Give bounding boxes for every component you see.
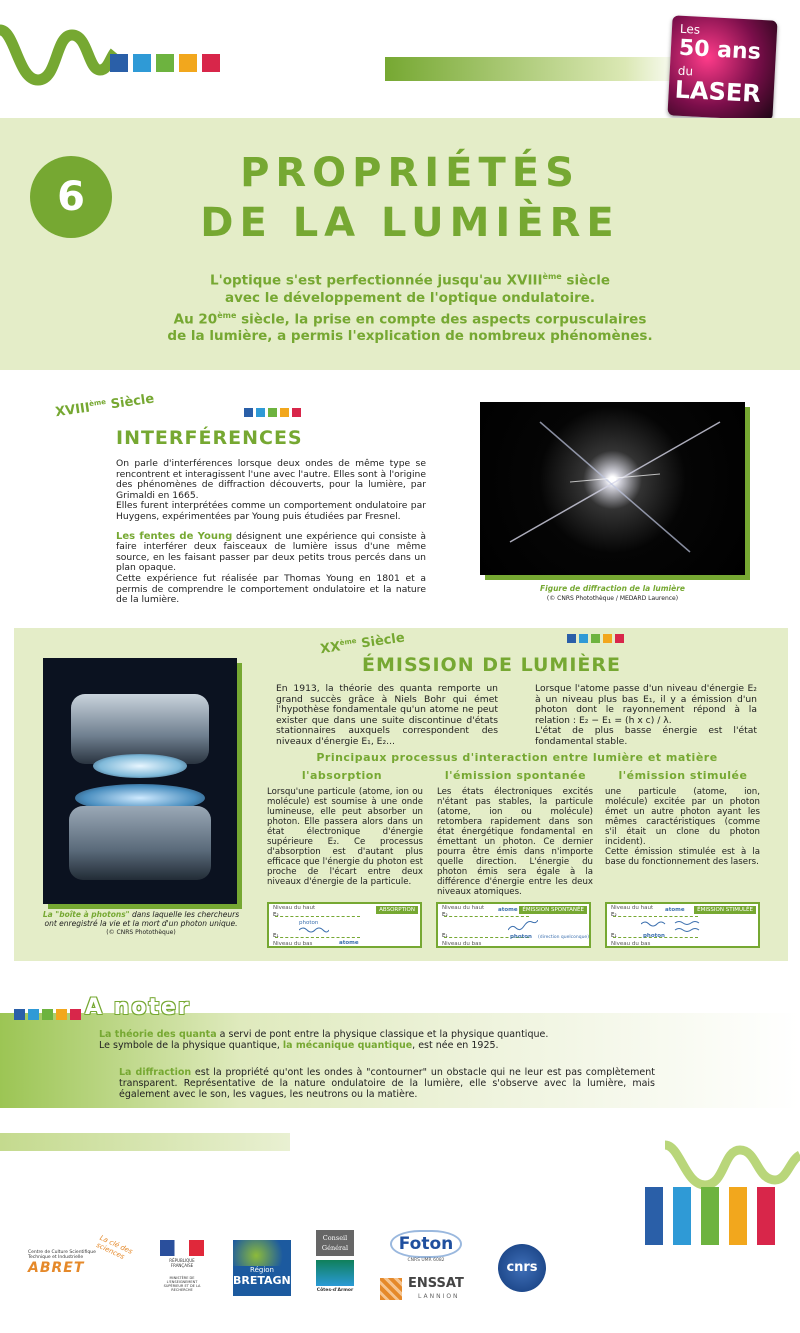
absorption-diagram: ABSORPTION Niveau du haut E₂ photon E₁ Niveau du bas atome	[267, 902, 422, 948]
small-color-squares	[244, 402, 304, 421]
photon-box-credit: (© CNRS Photothèque)	[106, 929, 176, 936]
intro-text: L'optique s'est perfectionnée jusqu'au XVIIIème siècle avec le développement de l'optique ondulatoire. Au 20ème siècle, la prise en compte des aspects corpusculaires de la lumière, a permis l'explication de nombreux phénomènes.	[167, 272, 653, 344]
color-squares	[110, 54, 225, 76]
enssat-logo: ENSSAT LANNION	[380, 1276, 475, 1306]
emission-intro-left: En 1913, la théorie des quanta remporte un grand succès grâce à Niels Bohr qui émet l'hypothèse fondamentale qu'un atome ne peut exister que dans une suite discontinue d'états stationnaires auxquels correspondent des niveaux d'énergie E₁, E₂...	[276, 683, 498, 747]
photon-box-image	[43, 658, 237, 904]
emission-title: ÉMISSION DE LUMIÈRE	[362, 654, 621, 676]
cnrs-logo: cnrs	[498, 1244, 546, 1292]
section-number: 6	[30, 156, 112, 238]
note-title: A noter	[85, 995, 191, 1020]
col-absorption-title: l'absorption	[301, 769, 383, 782]
wave-logo-icon	[0, 20, 120, 90]
col-spontaneous-title: l'émission spontanée	[444, 769, 587, 782]
title-line2: DE LA LUMIÈRE	[200, 200, 620, 246]
anniversary-badge	[667, 15, 777, 120]
intro-band	[0, 118, 800, 370]
interferences-text: On parle d'interférences lorsque deux ondes de même type se rencontrent et interagissent l'une avec l'autre. Elles sont à l'origine des phénomènes de diffraction découverts, pour la lumière, par Grimaldi en 1665. Elles furent interprétées comme un comportement ondulatoire par Huygens, expérimentées par Young puis étudiées par Fresnel. Les fentes de Young désignent une expérience qui consiste à faire interférer deux faisceaux de lumière issus d'une même source, en les faisant passer par deux petits trous percés dans un plan opaque. Cette expérience fut réalisée par Thomas Young en 1801 et a permis de comprendre le comportement ondulatoire et la nature de la lumière.	[116, 458, 426, 606]
conseil-general-logo: Conseil Général Côtes-d'Armor	[316, 1230, 354, 1306]
title-line1: PROPRIÉTÉS	[240, 150, 580, 196]
col-stimulated-title: l'émission stimulée	[618, 769, 748, 782]
stimulated-diagram: ÉMISSION STIMULÉE Niveau du haut atome E₂ E₁ Niveau du bas photon	[605, 902, 760, 948]
spontaneous-diagram: ÉMISSION SPONTANÉE Niveau du haut atome E₂ E₁ Niveau du bas photon (direction quelconque)	[436, 902, 591, 948]
century-label-18: XVIIIème Siècle	[54, 391, 156, 421]
note-quanta: La théorie des quanta a servi de pont entre la physique classique et la physique quantique. Le symbole de la physique quantique, la mécanique quantique, est née en 1925.	[99, 1029, 549, 1051]
wave-decoration-icon	[665, 1135, 800, 1195]
ministere-logo: RÉPUBLIQUE FRANÇAISE MINISTÈRE DE L'ENSEIGNEMENT SUPÉRIEUR ET DE LA RECHERCHE	[160, 1240, 204, 1300]
col-stimulated-text: une particule (atome, ion, molécule) excitée par un photon émet un autre photon ayant les mêmes caractéristiques (comme s'il était un clone du photon incident). Cette émission stimulée est à la base du fonctionnement des lasers.	[605, 787, 760, 867]
note-diffraction: La diffraction est la propriété qu'ont les ondes à "contourner" un obstacle qui ne leur est pas complètement transparent. Représentative de la nature ondulatoire de la lumière, elle s'observe avec la lumière, mais également avec le son, les vagues, les neutrons ou la matière.	[119, 1067, 655, 1100]
badge-text-laser: LASER	[674, 75, 762, 109]
bottom-color-bars	[645, 1187, 775, 1245]
header-gradient-bar	[385, 57, 685, 81]
figure-caption: Figure de diffraction de la lumière	[540, 584, 685, 593]
col-absorption-text: Lorsqu'une particule (atome, ion ou molécule) est soumise à une onde lumineuse, elle peut absorber un photon. Elle passera alors dans un état électronique d'énergie supérieure E₂. Ce processus d'absorption est d'autant plus efficace que l'énergie du photon est proche de l'écart entre deux niveaux d'énergie de la particule.	[267, 787, 423, 887]
badge-text-50ans: 50 ans	[678, 35, 762, 65]
processes-subtitle: Principaux processus d'interaction entre lumière et matière	[316, 751, 718, 764]
small-color-squares-2	[567, 628, 627, 647]
abret-logo: Centre de Culture Scientifique Technique et Industrielle ABRET La clé des sciences	[28, 1233, 134, 1276]
foton-logo: Foton CNRS UMR 6082	[390, 1230, 462, 1266]
emission-intro-right: Lorsque l'atome passe d'un niveau d'énergie E₂ à un niveau plus bas E₁, il y a émission d'un photon dont le rayonnement répond à la relation : E₂ − E₁ = (h x c) / λ. L'état de plus basse énergie est l'état fondamental stable.	[535, 683, 757, 747]
col-spontaneous-text: Les états électroniques excités n'étant pas stables, la particule (atome, ion ou molécule) retombera rapidement dans son état énergétique fondamental en émettant un photon. Ce dernier pourra être émis dans n'importe quelle direction. L'énergie du photon émis sera égale à la différence d'énergie entre les deux niveaux atomiques.	[437, 787, 593, 897]
figure-credit: (© CNRS Photothèque / MEDARD Laurence)	[546, 595, 679, 602]
footer-gradient-bar	[0, 1133, 290, 1151]
diffraction-figure-image	[480, 402, 745, 575]
region-bretagne-logo: Région BRETAGNE	[233, 1240, 291, 1296]
badge-text-les: Les	[679, 21, 701, 37]
photon-box-caption: La "boîte à photons" dans laquelle les chercheurs ont enregistré la vie et la mort d'un photon unique.	[42, 910, 240, 928]
interferences-title: INTERFÉRENCES	[116, 427, 303, 449]
century-label-20: XXème Siècle	[319, 630, 406, 658]
note-color-squares	[14, 1005, 84, 1024]
badge-text-du: du	[677, 63, 694, 79]
